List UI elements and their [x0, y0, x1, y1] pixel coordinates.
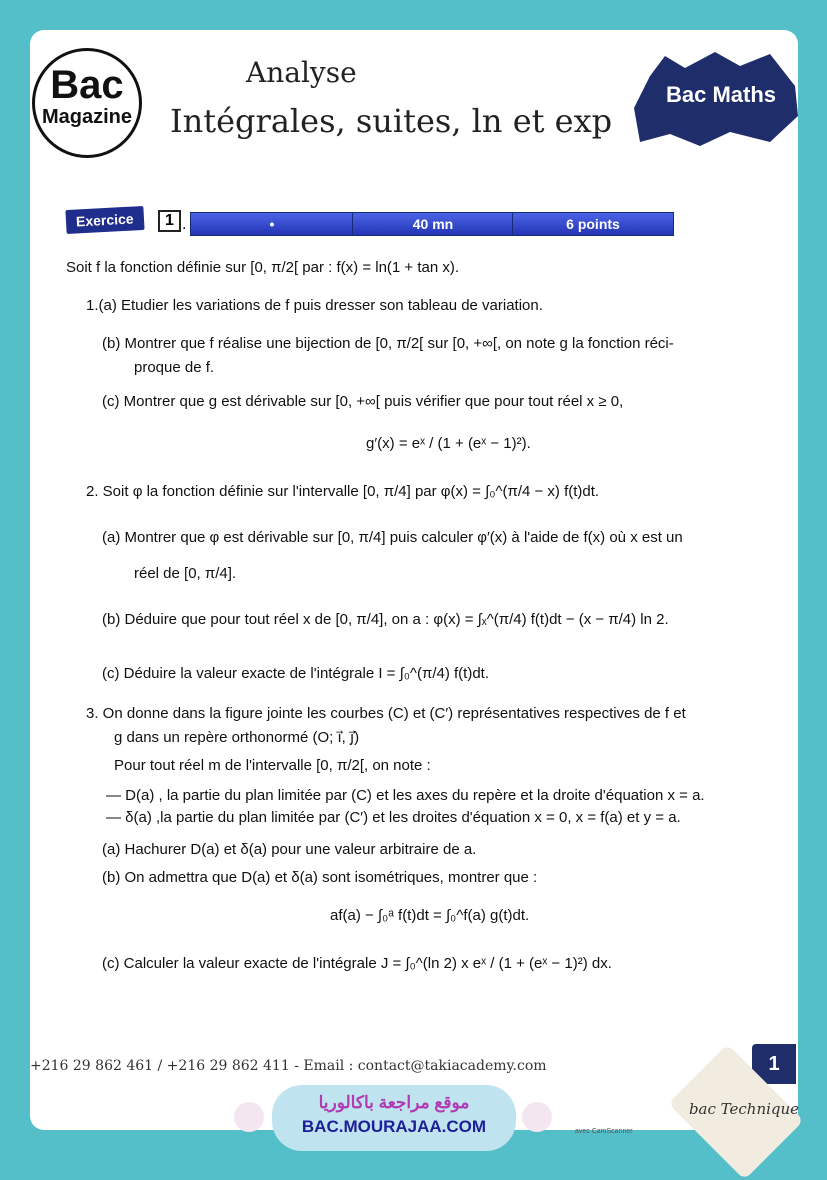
corner-signature: bac Technique	[688, 1100, 800, 1118]
question-3-line1: 3. On donne dans la figure jointe les courbes (C) et (C′) représentatives respectives de f et	[86, 705, 686, 722]
formula-g-prime: g′(x) = eˣ / (1 + (eˣ − 1)²).	[366, 435, 531, 452]
question-1b-line1: (b) Montrer que f réalise une bijection de [0, π/2[ sur [0, +∞[, on note g la fonction réci-	[102, 335, 674, 352]
formula-isometric: af(a) − ∫₀ᵃ f(t)dt = ∫₀^f(a) g(t)dt.	[330, 907, 530, 924]
watermark-logo-right	[522, 1102, 552, 1132]
exercise-bar-level: •	[190, 212, 354, 236]
definition-delta-a: — δ(a) ,la partie du plan limitée par (C′) et les droites d'équation x = 0, x = f(a) et y = a.	[106, 809, 681, 826]
document-page	[30, 30, 798, 1135]
page-number: 1	[752, 1044, 796, 1084]
question-1b-line2: proque de f.	[134, 359, 215, 376]
intro-line: Soit f la fonction définie sur [0, π/2[ par : f(x) = ln(1 + tan x).	[66, 259, 460, 276]
question-1c: (c) Montrer que g est dérivable sur [0, +∞[ puis vérifier que pour tout réel x ≥ 0,	[102, 393, 624, 410]
exercise-bar-points: 6 points	[512, 212, 674, 236]
question-3-line3: Pour tout réel m de l'intervalle [0, π/2[, on note :	[114, 757, 431, 774]
logo-text-top: Bac	[50, 63, 124, 107]
question-3b: (b) On admettra que D(a) et δ(a) sont isométriques, montrer que :	[102, 869, 538, 886]
watermark-url-link[interactable]: BAC.MOURAJAA.COM	[301, 1117, 487, 1136]
document-title: Analyse	[246, 56, 357, 89]
exercise-header: Exercice 1 . • 40 mn 6 points	[66, 208, 686, 238]
question-3a: (a) Hachurer D(a) et δ(a) pour une valeur arbitraire de a.	[102, 841, 477, 858]
footer-contact: +216 29 862 461 / +216 29 862 411 - Email : contact@takiacademy.com	[30, 1058, 547, 1074]
watermark-logo-left	[234, 1102, 264, 1132]
watermark-arabic-text: موقع مراجعة باكالوريا	[318, 1093, 470, 1112]
question-2a-line1: (a) Montrer que φ est dérivable sur [0, π/4] puis calculer φ′(x) à l'aide de f(x) où x est un	[102, 529, 683, 546]
question-3-line2: g dans un repère orthonormé (O; i⃗, j⃗)	[114, 729, 360, 746]
exercise-number: 1	[158, 210, 181, 232]
badge-label: Bac Maths	[666, 82, 777, 107]
watermark-banner[interactable]	[272, 1085, 516, 1151]
bac-maths-badge	[630, 46, 800, 152]
question-3c: (c) Calculer la valeur exacte de l'intégrale J = ∫₀^(ln 2) x eˣ / (1 + (eˣ − 1)²) dx.	[102, 955, 612, 972]
question-2c: (c) Déduire la valeur exacte de l'intégrale I = ∫₀^(π/4) f(t)dt.	[102, 665, 489, 682]
question-2b: (b) Déduire que pour tout réel x de [0, π/4], on a : φ(x) = ∫ₓ^(π/4) f(t)dt − (x − π/4) ln 2.	[102, 611, 669, 628]
exercise-bar-duration: 40 mn	[352, 212, 514, 236]
definition-d-a: — D(a) , la partie du plan limitée par (C) et les axes du repère et la droite d'équation x = a.	[106, 787, 705, 804]
scanner-credit: avec CamScanner	[575, 1128, 633, 1135]
question-2a-line2: réel de [0, π/4].	[134, 565, 237, 582]
logo-text-bottom: Magazine	[41, 106, 133, 128]
exercise-label: Exercice	[65, 206, 144, 234]
question-2: 2. Soit φ la fonction définie sur l'intervalle [0, π/4] par φ(x) = ∫₀^(π/4 − x) f(t)dt.	[86, 483, 600, 500]
question-1a: 1.(a) Etudier les variations de f puis dresser son tableau de variation.	[86, 297, 543, 314]
document-subtitle: Intégrales, suites, ln et exp	[170, 102, 613, 140]
bac-magazine-logo	[32, 48, 142, 158]
